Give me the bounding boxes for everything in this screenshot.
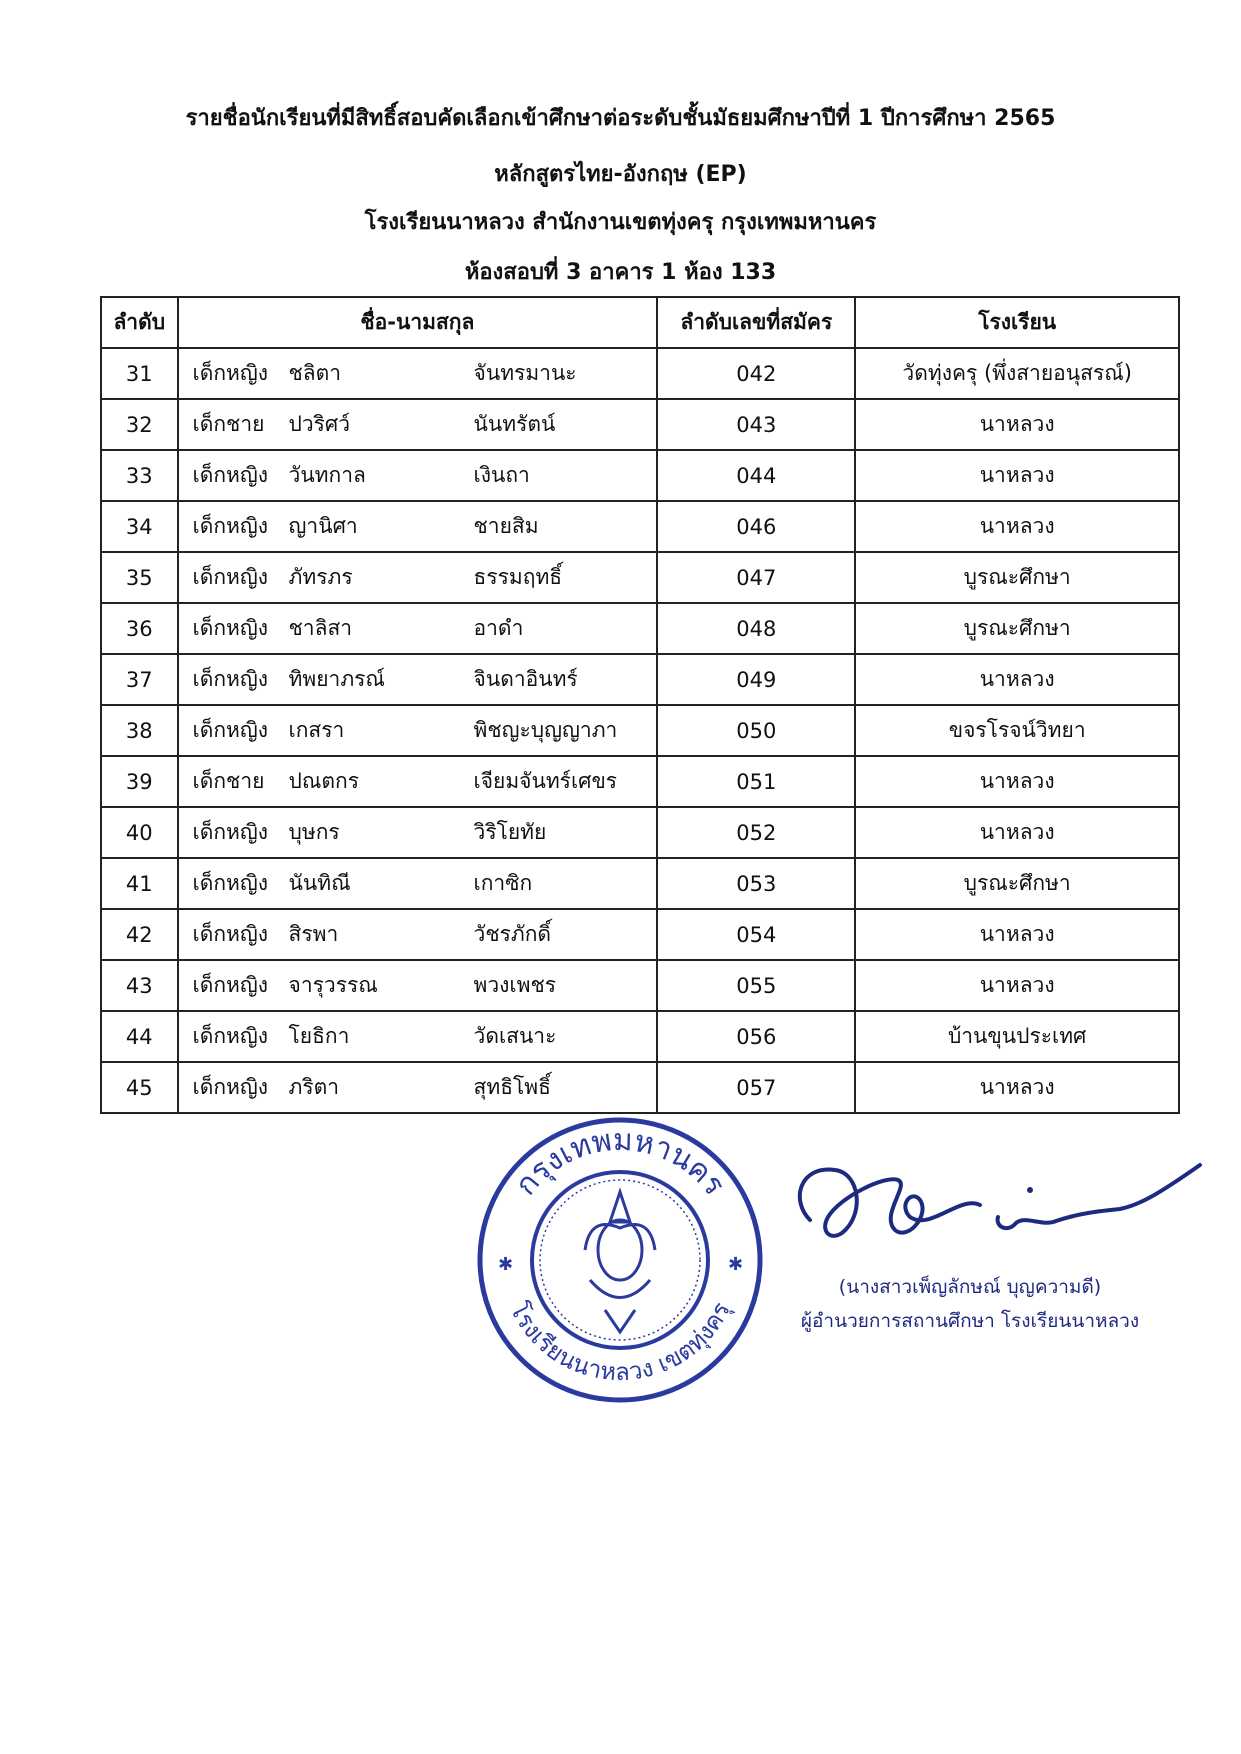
cell-application-number: 051 bbox=[657, 756, 855, 807]
table-row bbox=[101, 654, 1179, 705]
cell-school: วัดทุ่งครุ (พึ่งสายอนุสรณ์) bbox=[855, 348, 1179, 399]
cell-order: 37 bbox=[101, 654, 178, 705]
cell-school: บูรณะศึกษา bbox=[855, 858, 1179, 909]
cell-school: นาหลวง bbox=[855, 960, 1179, 1011]
student-roster-table bbox=[100, 296, 1180, 1114]
cell-name bbox=[178, 603, 658, 654]
table-row bbox=[101, 399, 1179, 450]
cell-order: 44 bbox=[101, 1011, 178, 1062]
cell-order: 40 bbox=[101, 807, 178, 858]
last-name: สุทธิโพธิ์ bbox=[473, 1075, 551, 1099]
column-header-school: โรงเรียน bbox=[855, 297, 1179, 348]
signer-name: (นางสาวเพ็ญลักษณ์ บุญความดี) bbox=[838, 1276, 1102, 1298]
school-title: โรงเรียนนาหลวง สำนักงานเขตทุ่งครุ กรุงเทพมหานคร bbox=[364, 210, 877, 235]
cell-order: 31 bbox=[101, 348, 178, 399]
cell-order: 36 bbox=[101, 603, 178, 654]
seal-star-right-icon: ✱ bbox=[728, 1254, 744, 1275]
table-row bbox=[101, 960, 1179, 1011]
signature-scribble bbox=[780, 1145, 1240, 1265]
school-seal-stamp bbox=[470, 1110, 770, 1410]
first-name: ปวริศว์ bbox=[288, 412, 351, 436]
cell-application-number: 054 bbox=[657, 909, 855, 960]
cell-application-number: 043 bbox=[657, 399, 855, 450]
cell-school: บ้านขุนประเทศ bbox=[855, 1011, 1179, 1062]
name-prefix: เด็กหญิง bbox=[192, 718, 269, 742]
last-name: เงินถา bbox=[473, 463, 530, 487]
cell-order: 34 bbox=[101, 501, 178, 552]
table-row bbox=[101, 756, 1179, 807]
last-name: วัชรภักดิ์ bbox=[473, 922, 552, 946]
cell-order: 35 bbox=[101, 552, 178, 603]
cell-application-number: 053 bbox=[657, 858, 855, 909]
cell-school: นาหลวง bbox=[855, 450, 1179, 501]
roster-body bbox=[101, 348, 1179, 1113]
table-row bbox=[101, 603, 1179, 654]
table-row bbox=[101, 450, 1179, 501]
cell-name bbox=[178, 960, 658, 1011]
name-prefix: เด็กชาย bbox=[192, 769, 265, 793]
name-prefix: เด็กหญิง bbox=[192, 361, 269, 385]
column-header-order: ลำดับ bbox=[101, 297, 178, 348]
table-row bbox=[101, 807, 1179, 858]
cell-order: 43 bbox=[101, 960, 178, 1011]
cell-name bbox=[178, 756, 658, 807]
cell-application-number: 042 bbox=[657, 348, 855, 399]
table-row bbox=[101, 552, 1179, 603]
cell-school: นาหลวง bbox=[855, 807, 1179, 858]
table-row bbox=[101, 348, 1179, 399]
table-row bbox=[101, 501, 1179, 552]
cell-application-number: 055 bbox=[657, 960, 855, 1011]
cell-name bbox=[178, 1011, 658, 1062]
seal-star-left-icon: ✱ bbox=[498, 1254, 514, 1275]
cell-name bbox=[178, 909, 658, 960]
first-name: ญานิศา bbox=[288, 514, 358, 538]
first-name: นันทิณี bbox=[288, 871, 351, 895]
cell-order: 45 bbox=[101, 1062, 178, 1113]
document-title: รายชื่อนักเรียนที่มีสิทธิ์สอบคัดเลือกเข้าศึกษาต่อระดับชั้นมัธยมศึกษาปีที่ 1 ปีการศึกษา 2565 bbox=[185, 106, 1056, 131]
cell-name bbox=[178, 450, 658, 501]
last-name: นันทรัตน์ bbox=[473, 412, 556, 436]
last-name: อาดำ bbox=[473, 616, 524, 640]
cell-name bbox=[178, 705, 658, 756]
first-name: ชลิตา bbox=[288, 361, 342, 385]
cell-application-number: 052 bbox=[657, 807, 855, 858]
table-row bbox=[101, 705, 1179, 756]
name-prefix: เด็กหญิง bbox=[192, 514, 269, 538]
cell-school: ขจรโรจน์วิทยา bbox=[855, 705, 1179, 756]
cell-name bbox=[178, 1062, 658, 1113]
table-row bbox=[101, 1011, 1179, 1062]
table-header-row bbox=[101, 297, 1179, 348]
cell-name bbox=[178, 807, 658, 858]
first-name: โยธิกา bbox=[288, 1024, 350, 1048]
cell-order: 32 bbox=[101, 399, 178, 450]
cell-school: บูรณะศึกษา bbox=[855, 603, 1179, 654]
cell-application-number: 044 bbox=[657, 450, 855, 501]
name-prefix: เด็กหญิง bbox=[192, 667, 269, 691]
table-row bbox=[101, 858, 1179, 909]
first-name: วันทกาล bbox=[288, 463, 366, 487]
cell-school: นาหลวง bbox=[855, 399, 1179, 450]
signer-position: ผู้อำนวยการสถานศึกษา โรงเรียนนาหลวง bbox=[800, 1310, 1140, 1332]
name-prefix: เด็กหญิง bbox=[192, 1024, 269, 1048]
last-name: จินดาอินทร์ bbox=[473, 667, 578, 691]
table-row bbox=[101, 1062, 1179, 1113]
last-name: วัดเสนาะ bbox=[473, 1024, 557, 1048]
cell-order: 41 bbox=[101, 858, 178, 909]
seal-text-top: กรุงเทพมหานคร bbox=[508, 1122, 732, 1203]
name-prefix: เด็กหญิง bbox=[192, 1075, 269, 1099]
cell-order: 42 bbox=[101, 909, 178, 960]
cell-name bbox=[178, 654, 658, 705]
name-prefix: เด็กหญิง bbox=[192, 922, 269, 946]
exam-room-title: ห้องสอบที่ 3 อาคาร 1 ห้อง 133 bbox=[464, 260, 777, 285]
first-name: สิรพา bbox=[288, 922, 339, 946]
name-prefix: เด็กหญิง bbox=[192, 565, 269, 589]
cell-order: 33 bbox=[101, 450, 178, 501]
cell-name bbox=[178, 552, 658, 603]
last-name: วิริโยทัย bbox=[473, 820, 547, 844]
cell-order: 39 bbox=[101, 756, 178, 807]
cell-school: นาหลวง bbox=[855, 1062, 1179, 1113]
last-name: เกาซิก bbox=[473, 871, 533, 895]
cell-name bbox=[178, 399, 658, 450]
first-name: ภริตา bbox=[288, 1075, 340, 1099]
seal-text-bottom: โรงเรียนนาหลวง เขตทุ่งครุ bbox=[504, 1297, 736, 1387]
cell-application-number: 050 bbox=[657, 705, 855, 756]
cell-name bbox=[178, 348, 658, 399]
cell-application-number: 056 bbox=[657, 1011, 855, 1062]
cell-school: นาหลวง bbox=[855, 654, 1179, 705]
first-name: ภัทรภร bbox=[288, 565, 353, 589]
cell-school: นาหลวง bbox=[855, 909, 1179, 960]
name-prefix: เด็กหญิง bbox=[192, 820, 269, 844]
last-name: เจียมจันทร์เศขร bbox=[473, 769, 618, 793]
cell-application-number: 049 bbox=[657, 654, 855, 705]
cell-application-number: 048 bbox=[657, 603, 855, 654]
cell-name bbox=[178, 858, 658, 909]
name-prefix: เด็กหญิง bbox=[192, 616, 269, 640]
first-name: เกสรา bbox=[288, 718, 345, 742]
cell-application-number: 057 bbox=[657, 1062, 855, 1113]
name-prefix: เด็กหญิง bbox=[192, 973, 269, 997]
cell-school: นาหลวง bbox=[855, 756, 1179, 807]
cell-order: 38 bbox=[101, 705, 178, 756]
seal-emblem-icon bbox=[585, 1192, 655, 1332]
table-row bbox=[101, 909, 1179, 960]
cell-school: นาหลวง bbox=[855, 501, 1179, 552]
last-name: ธรรมฤทธิ์ bbox=[473, 565, 563, 589]
first-name: จารุวรรณ bbox=[288, 973, 378, 997]
first-name: บุษกร bbox=[288, 820, 340, 844]
column-header-application-number: ลำดับเลขที่สมัคร bbox=[657, 297, 855, 348]
name-prefix: เด็กชาย bbox=[192, 412, 265, 436]
first-name: ทิพยาภรณ์ bbox=[288, 667, 385, 691]
name-prefix: เด็กหญิง bbox=[192, 871, 269, 895]
cell-application-number: 046 bbox=[657, 501, 855, 552]
last-name: ชายสิม bbox=[473, 514, 539, 538]
last-name: จันทรมานะ bbox=[473, 361, 577, 385]
cell-application-number: 047 bbox=[657, 552, 855, 603]
first-name: ปณตกร bbox=[288, 769, 359, 793]
cell-name bbox=[178, 501, 658, 552]
last-name: พวงเพชร bbox=[473, 973, 556, 997]
last-name: พิชญะบุญญาภา bbox=[473, 718, 618, 742]
name-prefix: เด็กหญิง bbox=[192, 463, 269, 487]
first-name: ชาลิสา bbox=[288, 616, 353, 640]
program-title: หลักสูตรไทย-อังกฤษ (EP) bbox=[494, 162, 747, 187]
column-header-name: ชื่อ-นามสกุล bbox=[178, 297, 658, 348]
cell-school: บูรณะศึกษา bbox=[855, 552, 1179, 603]
